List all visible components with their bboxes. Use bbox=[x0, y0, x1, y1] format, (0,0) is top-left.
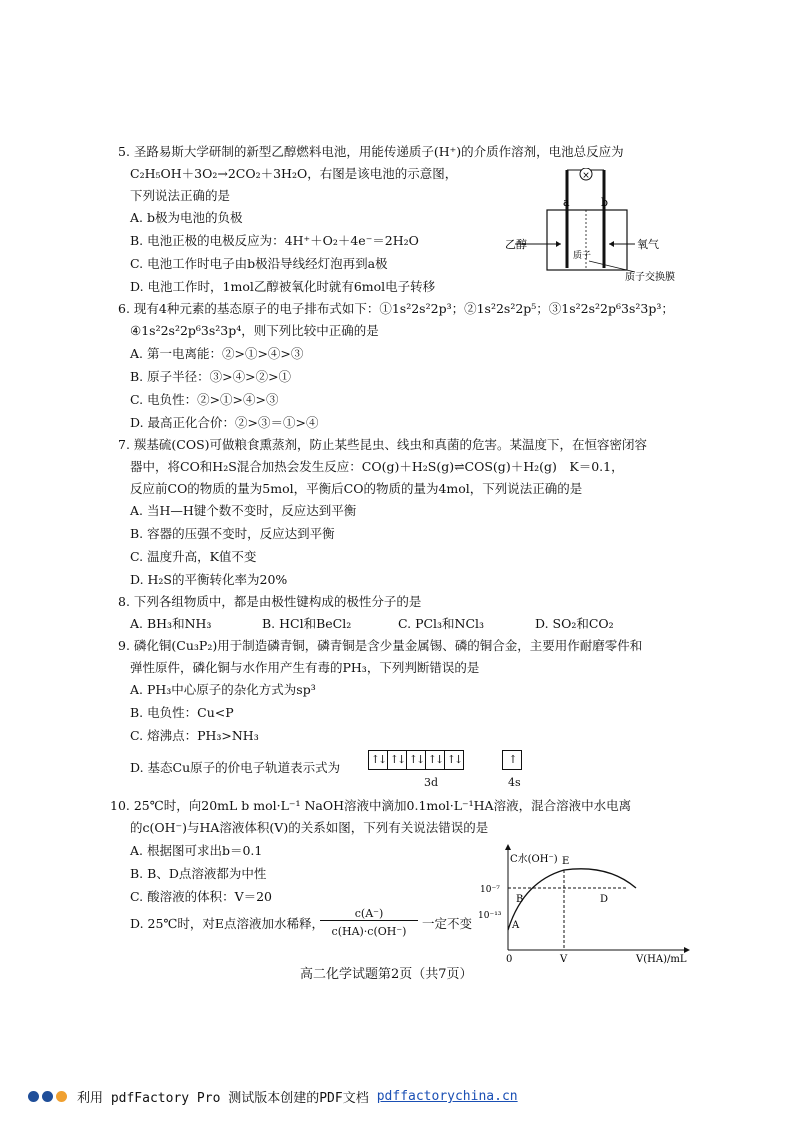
q8-option-a: A. BH₃和NH₃ bbox=[130, 616, 212, 631]
watermark-text: 利用 pdfFactory Pro 测试版本创建的PDF文档 bbox=[77, 1091, 369, 1106]
orbital-box: ↑↓ bbox=[388, 751, 407, 769]
q5-option-c: C. 电池工作时电子由b极沿导线经灯泡再到a极 bbox=[130, 256, 388, 271]
orbital-box: ↑↓ bbox=[407, 751, 426, 769]
q6-stem-2: ④1s²2s²2p⁶3s²3p⁴，则下列比较中正确的是 bbox=[130, 323, 379, 338]
page-footer: 高二化学试题第2页（共7页） bbox=[300, 967, 473, 982]
q6-option-c: C. 电负性：②>①>④>③ bbox=[130, 392, 279, 407]
orbital-box: ↑ bbox=[508, 753, 516, 766]
q9-option-a: A. PH₃中心原子的杂化方式为sp³ bbox=[130, 682, 316, 697]
oxygen-label: 氧气 bbox=[637, 238, 659, 251]
svg-text:×: × bbox=[582, 171, 590, 181]
logo-dot-icon bbox=[28, 1091, 39, 1102]
q7-option-b: B. 容器的压强不变时，反应达到平衡 bbox=[130, 526, 335, 541]
q7-option-d: D. H₂S的平衡转化率为20% bbox=[130, 572, 288, 587]
origin-label: 0 bbox=[506, 954, 513, 965]
point-d: D bbox=[600, 894, 609, 905]
x-axis-label: V(HA)/mL bbox=[636, 954, 687, 965]
y-axis-label: C水(OH⁻) bbox=[510, 854, 558, 865]
q10-option-b: B. B、D点溶液都为中性 bbox=[130, 866, 267, 881]
y-tick-1e-13: 10⁻¹³ bbox=[478, 911, 502, 921]
q7-stem: 7. 羰基硫(COS)可做粮食熏蒸剂，防止某些昆虫、线虫和真菌的危害。某温度下，在恒容密闭容 bbox=[118, 437, 648, 452]
q7-option-c: C. 温度升高，K值不变 bbox=[130, 549, 257, 564]
q10-option-c: C. 酸溶液的体积：V＝20 bbox=[130, 889, 272, 904]
fraction-denominator: c(HA)·c(OH⁻) bbox=[331, 925, 407, 938]
q9-option-d: D. 基态Cu原子的价电子轨道表示式为 bbox=[130, 760, 341, 775]
point-e: E bbox=[562, 856, 570, 867]
label-3d: 3d bbox=[424, 776, 439, 789]
q10-option-d-end: 一定不变 bbox=[422, 916, 473, 931]
q5-option-b: B. 电池正极的电极反应为：4H⁺＋O₂＋4e⁻＝2H₂O bbox=[130, 233, 419, 248]
ph-graph bbox=[478, 842, 698, 967]
q5-option-d: D. 电池工作时，1mol乙醇被氧化时就有6mol电子转移 bbox=[130, 279, 436, 294]
q9-stem-2: 弹性原件，磷化铜与水作用产生有毒的PH₃，下列判断错误的是 bbox=[130, 660, 480, 675]
q10-option-d: D. 25℃时，对E点溶液加水稀释， bbox=[130, 916, 325, 931]
q7-option-a: A. 当H—H键个数不变时，反应达到平衡 bbox=[130, 503, 357, 518]
q7-stem-2: 器中，将CO和H₂S混合加热会发生反应：CO(g)＋H₂S(g)⇌COS(g)＋H₂(g) K＝0.1， bbox=[130, 459, 624, 474]
point-a: A bbox=[512, 920, 520, 931]
membrane-label: 质子交换膜 bbox=[625, 272, 675, 283]
fraction-numerator: c(A⁻) bbox=[320, 907, 418, 921]
q6-option-a: A. 第一电离能：②>①>④>③ bbox=[130, 346, 304, 361]
logo-dot-icon bbox=[42, 1091, 53, 1102]
q8-option-d: D. SO₂和CO₂ bbox=[535, 616, 614, 631]
ethanol-label: 乙醇 bbox=[505, 238, 527, 251]
x-tick-v: V bbox=[560, 954, 568, 965]
q6-option-b: B. 原子半径：③>④>②>① bbox=[130, 369, 292, 384]
q10-stem-2: 的c(OH⁻)与HA溶液体积(V)的关系如图，下列有关说法错误的是 bbox=[130, 820, 489, 835]
q5-option-a: A. b极为电池的负极 bbox=[130, 210, 243, 225]
q10-stem: 10. 25℃时，向20mL b mol·L⁻¹ NaOH溶液中滴加0.1mol·L⁻¹HA溶液，混合溶液中水电离 bbox=[110, 798, 632, 813]
q9-stem: 9. 磷化铜(Cu₃P₂)用于制造磷青铜，磷青铜是含少量金属锡、磷的铜合金，主要用作耐磨零件和 bbox=[118, 638, 643, 653]
q5-equation: C₂H₅OH＋3O₂→2CO₂＋3H₂O，右图是该电池的示意图， bbox=[130, 166, 458, 181]
logo-dot-icon bbox=[56, 1091, 67, 1102]
orbital-box: ↑↓ bbox=[426, 751, 445, 769]
q8-stem: 8. 下列各组物质中，都是由极性键构成的极性分子的是 bbox=[118, 594, 422, 609]
label-4s: 4s bbox=[508, 776, 521, 789]
electrode-a-label: a bbox=[563, 196, 570, 209]
q9-option-b: B. 电负性：Cu<P bbox=[130, 705, 234, 720]
orbital-box: ↑↓ bbox=[446, 753, 462, 766]
q7-stem-3: 反应前CO的物质的量为5mol，平衡后CO的物质的量为4mol，下列说法正确的是 bbox=[130, 481, 583, 496]
q10-option-a: A. 根据图可求出b＝0.1 bbox=[130, 843, 263, 858]
fuel-cell-diagram bbox=[505, 168, 685, 283]
pdffactory-watermark bbox=[28, 1087, 518, 1106]
proton-label: 质子 bbox=[573, 251, 592, 261]
orbital-box: ↑↓ bbox=[369, 751, 388, 769]
q9-option-c: C. 熔沸点：PH₃>NH₃ bbox=[130, 728, 259, 743]
q8-option-c: C. PCl₃和NCl₃ bbox=[398, 616, 485, 631]
y-tick-1e-7: 10⁻⁷ bbox=[480, 885, 500, 895]
q8-option-b: B. HCl和BeCl₂ bbox=[262, 616, 352, 631]
q5-stem: 5. 圣路易斯大学研制的新型乙醇燃料电池，用能传递质子(H⁺)的介质作溶剂，电池总反应为 bbox=[118, 144, 624, 159]
pdffactory-link[interactable]: pdffactorychina.cn bbox=[376, 1089, 518, 1104]
orbital-3d-boxes bbox=[368, 750, 464, 770]
orbital-4s-box bbox=[502, 750, 522, 770]
q6-option-d: D. 最高正化合价：②>③＝①>④ bbox=[130, 415, 319, 430]
electrode-b-label: b bbox=[601, 196, 609, 209]
point-b: B bbox=[516, 894, 524, 905]
q5-stem-question: 下列说法正确的是 bbox=[130, 188, 231, 203]
q6-stem: 6. 现有4种元素的基态原子的电子排布式如下：①1s²2s²2p³；②1s²2s²2p⁵；③1s²2s²2p⁶3s²3p³； bbox=[118, 301, 674, 316]
